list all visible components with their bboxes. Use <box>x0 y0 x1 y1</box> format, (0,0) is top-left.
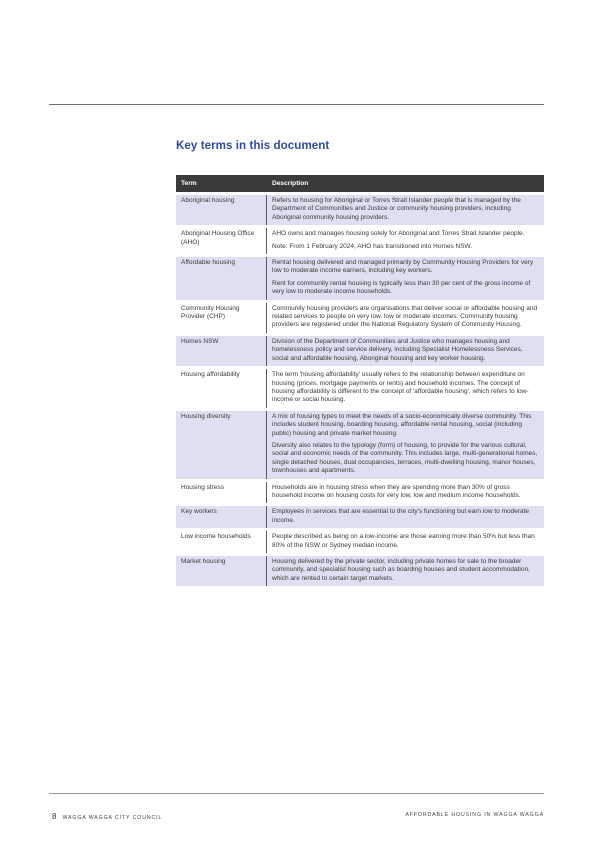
description-cell <box>267 228 544 254</box>
description-paragraph: Note: From 1 February 2024, AHO has transitioned into Homes NSW. <box>272 242 473 250</box>
top-divider <box>49 104 544 105</box>
table-row <box>176 195 544 225</box>
term-cell: Housing diversity <box>176 411 267 479</box>
description-paragraph: AHO owns and manages housing solely for Aboriginal and Torres Strait Islander people. <box>272 230 525 238</box>
table-row <box>176 411 544 479</box>
page-number: 8 <box>52 812 57 821</box>
footer-left <box>52 812 162 821</box>
description-cell <box>267 482 544 504</box>
key-terms-table <box>176 172 544 589</box>
table-row <box>176 336 544 366</box>
term-cell: Community Housing Provider (CHP) <box>176 303 267 333</box>
description-paragraph: Community housing providers are organisations that deliver social or affordable housing and related services to people on very low, low or moderate incomes. Community housing providers are registered under the National Regulatory System of Community Housing. <box>272 304 538 329</box>
description-paragraph: Employees in services that are essential to the city's functioning but earn low to moderate income. <box>272 508 530 524</box>
term-cell: Housing stress <box>176 482 267 504</box>
table-row <box>176 506 544 528</box>
description-cell <box>267 369 544 408</box>
description-paragraph: People described as being on a low-income are those earning more than 50% but less than 80% of the NSW or Sydney median income. <box>272 533 535 549</box>
table-row <box>176 482 544 504</box>
term-cell: Aboriginal Housing Office (AHO) <box>176 228 267 254</box>
description-paragraph: A mix of housing types to meet the needs of a socio-economically diverse community. This includes student housing, boarding housing, affordable rental housing, social (including public) housing and private market housing. <box>272 412 532 437</box>
description-cell <box>267 336 544 366</box>
term-cell: Aboriginal housing <box>176 195 267 225</box>
table-body <box>176 195 544 586</box>
description-paragraph: Rent for community rental housing is typically less than 30 per cent of the gross income of very low to moderate income households. <box>272 279 531 296</box>
description-paragraph: Housing delivered by the private sector, including private homes for sale to the broader community, and specialist housing such as boarding houses and student accommodation, which are rented to certain target markets. <box>272 558 530 582</box>
footer-organisation: WAGGA WAGGA CITY COUNCIL <box>62 815 163 821</box>
term-cell: Low income households <box>176 531 267 553</box>
description-paragraph: Refers to housing for Aboriginal or Torres Strait Islander people that is managed by the Department of Communities and Justice or community housing providers, including Aboriginal community housing providers. <box>272 197 521 221</box>
description-paragraph: Division of the Department of Communities and Justice who manages housing and homelessness policy and service delivery, including Specialist Homelessness Services, social and affordable housing, Aboriginal housing and key worker housing. <box>272 337 523 362</box>
term-cell: Homes NSW <box>176 336 267 366</box>
table-row <box>176 531 544 553</box>
footer-document-title: AFFORDABLE HOUSING IN WAGGA WAGGA <box>405 812 544 818</box>
description-paragraph: The term 'housing affordability' usually refers to the relationship between expenditure on housing (prices, mortgage payments or rents) and household incomes. The concept of housing affordability is different to the concept of 'affordable housing', which refers to low-income or social housing. <box>272 371 529 404</box>
table-row <box>176 257 544 300</box>
table-row <box>176 228 544 254</box>
page-heading: Key terms in this document <box>176 139 330 152</box>
table-row <box>176 303 544 333</box>
description-paragraph: Diversity also relates to the typology (form) of housing, to provide for the various cultural, social and economic needs of the community. This includes large, multi-generational homes, single detached houses, dual occupancies, terraces, multi-dwelling housing, manor houses, townhouses and apartments. <box>272 441 538 475</box>
description-cell <box>267 556 544 586</box>
description-paragraph: Rental housing delivered and managed primarily by Community Housing Providers for very low to moderate income earners, including key workers. <box>272 259 534 275</box>
term-cell: Housing affordability <box>176 369 267 408</box>
description-cell <box>267 303 544 333</box>
table-row <box>176 369 544 408</box>
description-cell <box>267 531 544 553</box>
column-header-description: Description <box>267 175 544 192</box>
description-cell <box>267 411 544 479</box>
term-cell: Key workers <box>176 506 267 528</box>
description-paragraph: Households are in housing stress when they are spending more than 30% of gross household income on housing costs for very low, low and medium income households. <box>272 483 521 499</box>
column-header-term: Term <box>176 175 267 192</box>
table-row <box>176 556 544 586</box>
table-header <box>176 175 544 192</box>
term-cell: Affordable housing <box>176 257 267 300</box>
term-cell: Market housing <box>176 556 267 586</box>
description-cell <box>267 257 544 300</box>
description-cell <box>267 506 544 528</box>
bottom-divider <box>49 793 544 794</box>
description-cell <box>267 195 544 225</box>
